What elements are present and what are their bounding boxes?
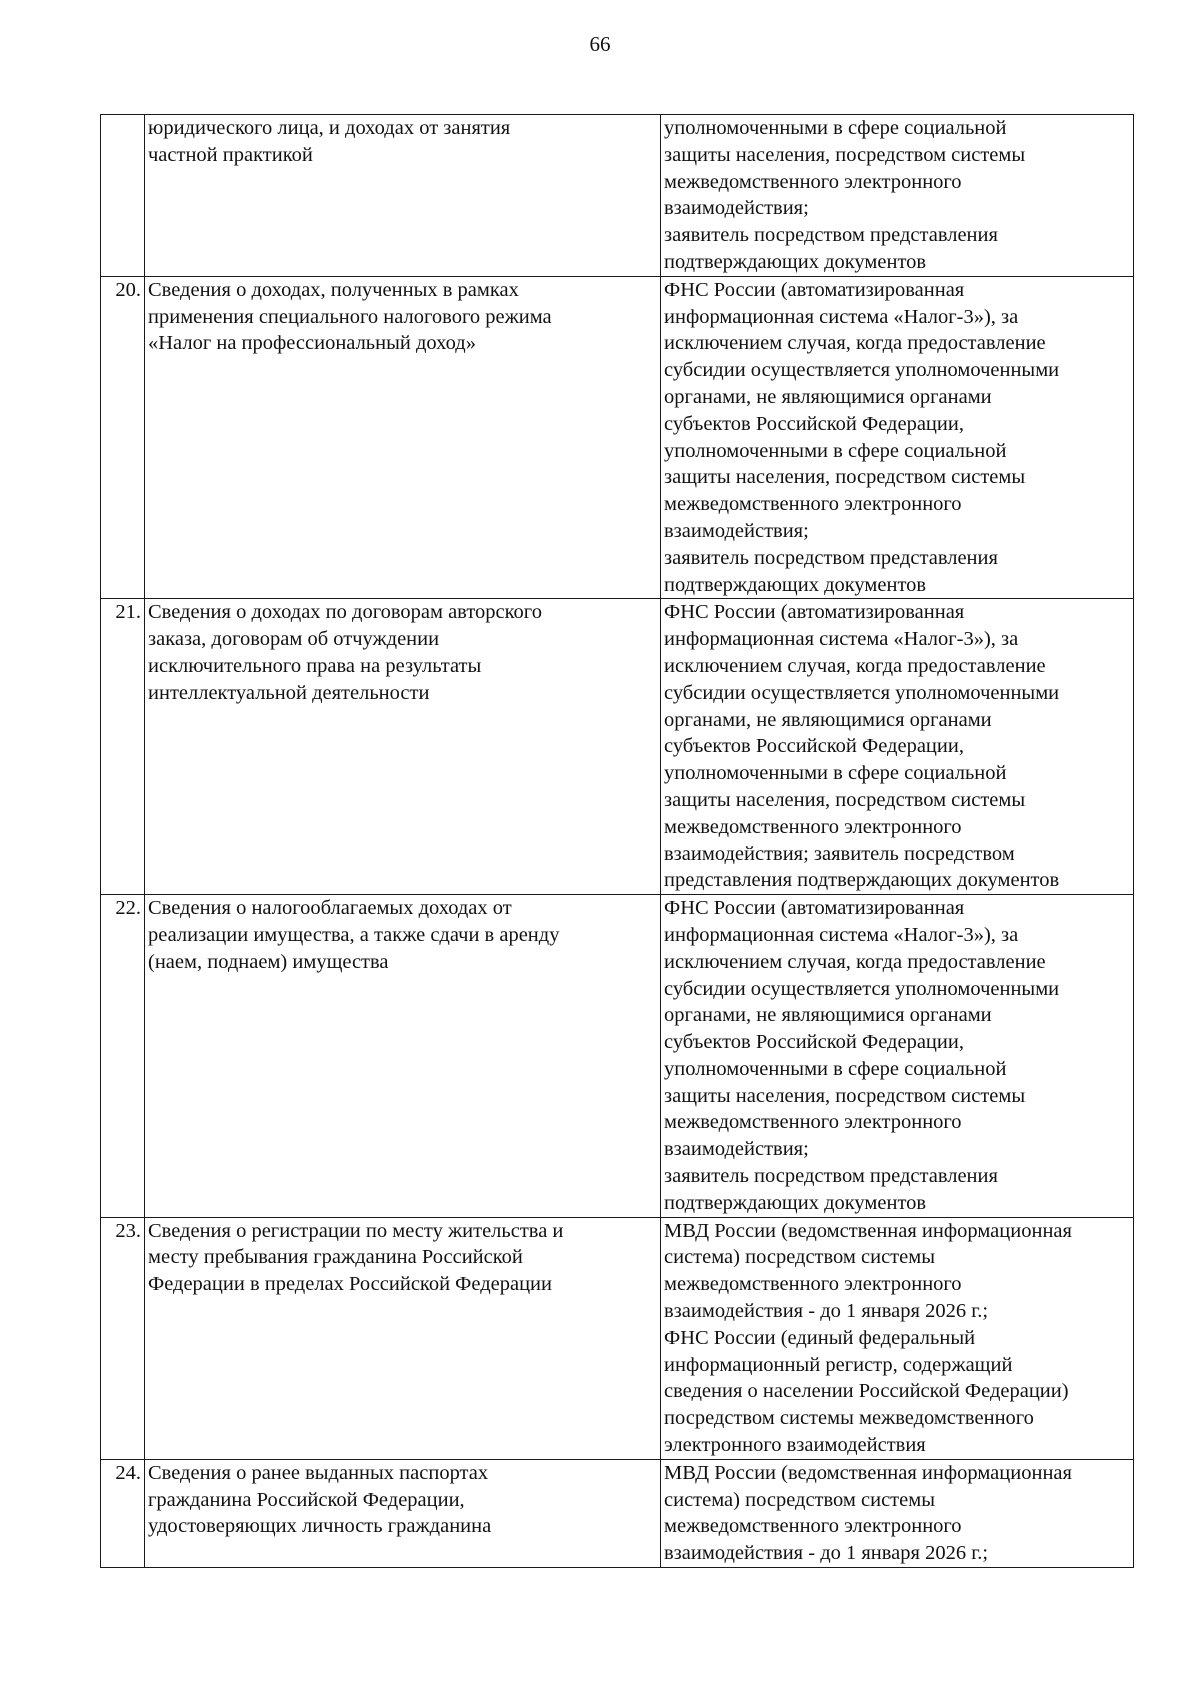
info-name-cell bbox=[145, 1217, 661, 1459]
source-line: субсидии осуществляется уполномоченными bbox=[664, 359, 1060, 382]
table-row bbox=[101, 895, 1134, 1218]
source-line: подтверждающих документов bbox=[664, 250, 927, 273]
info-name-line: исключительного права на результаты bbox=[148, 654, 482, 677]
info-name-line: Федерации в пределах Российской Федерации bbox=[148, 1273, 552, 1296]
info-name-line: заказа, договорам об отчуждении bbox=[148, 628, 440, 651]
source-line: субсидии осуществляется уполномоченными bbox=[664, 681, 1060, 704]
source-line: исключением случая, когда предоставление bbox=[664, 654, 1046, 677]
source-line: исключением случая, когда предоставление bbox=[664, 950, 1046, 973]
source-line: уполномоченными в сфере социальной bbox=[664, 439, 1007, 462]
source-line: взаимодействия - до 1 января 2026 г.; bbox=[664, 1300, 989, 1323]
row-number: 20. bbox=[101, 276, 145, 599]
table-row bbox=[101, 1217, 1134, 1459]
source-line: система) посредством системы bbox=[664, 1488, 935, 1511]
source-line: защиты населения, посредством системы bbox=[664, 788, 1026, 811]
info-name-line: (наем, поднаем) имущества bbox=[148, 950, 389, 973]
row-number: 23. bbox=[101, 1217, 145, 1459]
info-name-line: применения специального налогового режима bbox=[148, 305, 552, 328]
source-line: информационная система «Налог-3»), за bbox=[664, 923, 1019, 946]
source-line: взаимодействия; bbox=[664, 197, 809, 220]
info-name-line: Сведения о налогооблагаемых доходах от bbox=[148, 897, 512, 920]
source-line: подтверждающих документов bbox=[664, 1191, 927, 1214]
source-cell bbox=[661, 276, 1134, 599]
source-line: ФНС России (автоматизированная bbox=[664, 278, 965, 301]
source-line: МВД России (ведомственная информационная bbox=[664, 1461, 1072, 1484]
source-line: представления подтверждающих документов bbox=[664, 869, 1060, 892]
source-line: межведомственного электронного bbox=[664, 815, 962, 838]
table-row bbox=[101, 115, 1134, 277]
source-line: электронного взаимодействия bbox=[664, 1434, 926, 1457]
source-line: субъектов Российской Федерации, bbox=[664, 1031, 964, 1054]
source-line: взаимодействия; bbox=[664, 519, 809, 542]
source-line: система) посредством системы bbox=[664, 1246, 935, 1269]
source-line: субъектов Российской Федерации, bbox=[664, 735, 964, 758]
info-name-line: удостоверяющих личность гражданина bbox=[148, 1515, 492, 1538]
source-line: органами, не являющимися органами bbox=[664, 708, 992, 731]
table-row bbox=[101, 276, 1134, 599]
info-name-cell bbox=[145, 1459, 661, 1567]
source-line: ФНС России (автоматизированная bbox=[664, 897, 965, 920]
source-cell bbox=[661, 895, 1134, 1218]
row-number: 21. bbox=[101, 599, 145, 895]
info-name-line: интеллектуальной деятельности bbox=[148, 681, 430, 704]
row-number bbox=[101, 115, 145, 277]
info-name-line: «Налог на профессиональный доход» bbox=[148, 332, 476, 355]
source-line: уполномоченными в сфере социальной bbox=[664, 1057, 1007, 1080]
info-name-line: Сведения о доходах, полученных в рамках bbox=[148, 278, 519, 301]
table-body bbox=[101, 115, 1134, 1568]
source-line: заявитель посредством представления bbox=[664, 224, 998, 247]
info-name-line: гражданина Российской Федерации, bbox=[148, 1488, 465, 1511]
source-line: субъектов Российской Федерации, bbox=[664, 412, 964, 435]
source-line: межведомственного электронного bbox=[664, 170, 962, 193]
source-cell bbox=[661, 599, 1134, 895]
row-number: 22. bbox=[101, 895, 145, 1218]
row-number: 24. bbox=[101, 1459, 145, 1567]
source-line: межведомственного электронного bbox=[664, 1273, 962, 1296]
source-line: защиты населения, посредством системы bbox=[664, 1084, 1026, 1107]
source-line: взаимодействия; заявитель посредством bbox=[664, 842, 1015, 865]
info-name-line: месту пребывания гражданина Российской bbox=[148, 1246, 523, 1269]
source-line: заявитель посредством представления bbox=[664, 1165, 998, 1188]
source-line: ФНС России (единый федеральный bbox=[664, 1326, 976, 1349]
source-line: сведения о населении Российской Федерации) bbox=[664, 1380, 1069, 1403]
page-number: 66 bbox=[589, 32, 611, 56]
table-row bbox=[101, 1459, 1134, 1567]
source-line: межведомственного электронного bbox=[664, 1515, 962, 1538]
source-line: информационная система «Налог-3»), за bbox=[664, 628, 1019, 651]
source-line: органами, не являющимися органами bbox=[664, 1004, 992, 1027]
source-line: межведомственного электронного bbox=[664, 493, 962, 516]
source-line: субсидии осуществляется уполномоченными bbox=[664, 977, 1060, 1000]
source-line: МВД России (ведомственная информационная bbox=[664, 1219, 1072, 1242]
source-line: межведомственного электронного bbox=[664, 1111, 962, 1134]
source-line: уполномоченными в сфере социальной bbox=[664, 762, 1007, 785]
source-line: подтверждающих документов bbox=[664, 573, 927, 596]
source-line: защиты населения, посредством системы bbox=[664, 143, 1026, 166]
source-line: уполномоченными в сфере социальной bbox=[664, 117, 1007, 139]
source-line: информационная система «Налог-3»), за bbox=[664, 305, 1019, 328]
info-name-line: частной практикой bbox=[148, 143, 313, 166]
source-line: взаимодействия - до 1 января 2026 г.; bbox=[664, 1542, 989, 1565]
source-cell bbox=[661, 1217, 1134, 1459]
source-line: исключением случая, когда предоставление bbox=[664, 332, 1046, 355]
info-name-line: Сведения о ранее выданных паспортах bbox=[148, 1461, 489, 1484]
info-name-cell bbox=[145, 895, 661, 1218]
source-line: защиты населения, посредством системы bbox=[664, 466, 1026, 489]
info-name-line: Сведения о доходах по договорам авторского bbox=[148, 601, 542, 624]
info-name-line: юридического лица, и доходах от занятия bbox=[148, 117, 511, 139]
source-cell bbox=[661, 1459, 1134, 1567]
source-line: взаимодействия; bbox=[664, 1138, 809, 1161]
source-line: ФНС России (автоматизированная bbox=[664, 601, 965, 624]
info-name-line: Сведения о регистрации по месту жительства и bbox=[148, 1219, 564, 1242]
table-row bbox=[101, 599, 1134, 895]
source-cell bbox=[661, 115, 1134, 277]
source-line: посредством системы межведомственного bbox=[664, 1407, 1034, 1430]
info-name-cell bbox=[145, 276, 661, 599]
info-name-cell bbox=[145, 599, 661, 895]
info-name-cell bbox=[145, 115, 661, 277]
info-name-line: реализации имущества, а также сдачи в аренду bbox=[148, 923, 560, 946]
sources-table bbox=[100, 114, 1134, 1568]
source-line: заявитель посредством представления bbox=[664, 546, 998, 569]
source-line: информационный регистр, содержащий bbox=[664, 1353, 1013, 1376]
source-line: органами, не являющимися органами bbox=[664, 385, 992, 408]
